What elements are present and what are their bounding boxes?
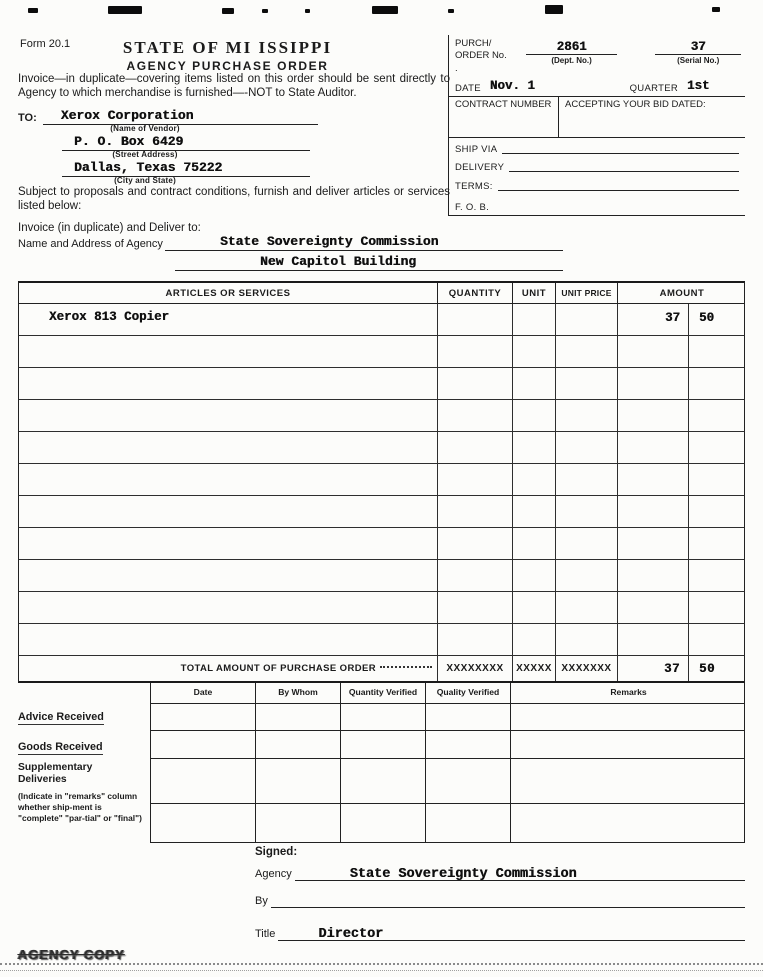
purchase-order-box [448, 35, 745, 216]
supplementary-deliveries-label: Supplementary Deliveries [18, 762, 93, 785]
vendor-name-row [18, 106, 318, 125]
scan-artifact-mark [545, 5, 563, 14]
item-amount-cents-cell [689, 304, 746, 335]
table-row [151, 704, 745, 731]
ship-via-label: SHIP VIA [455, 144, 498, 156]
signature-by-field [271, 907, 745, 908]
serial-number-caption: (Serial No.) [677, 56, 720, 65]
signature-title-row [255, 922, 745, 941]
table-row [18, 592, 745, 624]
total-unit-cell: XXXXX [513, 656, 556, 681]
scan-artifact-mark [28, 8, 38, 13]
signature-title-value: Director [318, 927, 384, 942]
date-label: DATE [455, 82, 481, 94]
vendor-street-field [62, 132, 310, 151]
total-amount-dollars: 37 [663, 661, 680, 676]
table-row [151, 759, 745, 804]
date-field [486, 79, 628, 93]
perforation-dots [0, 963, 763, 965]
signature-agency-row [255, 862, 745, 881]
quarter-field [683, 79, 739, 93]
col-header-quality-verified: Quality Verified [426, 683, 511, 703]
vendor-city-value: Dallas, Texas 75222 [74, 160, 223, 175]
delivery-field [509, 171, 739, 172]
total-label-cell [19, 656, 438, 681]
form-number: Form 20.1 [20, 38, 71, 50]
order-number-label [455, 38, 512, 75]
quarter-label: QUARTER [629, 82, 678, 94]
delivery-row [449, 157, 745, 175]
item-amount-cents: 50 [699, 311, 715, 325]
vendor-name-value: Xerox Corporation [60, 108, 194, 123]
scan-artifact-mark [305, 9, 310, 13]
agency-address-field [175, 252, 563, 271]
goods-received-label: Goods Received [18, 741, 103, 753]
perforation-dots [0, 970, 763, 971]
item-description: Xerox 813 Copier [49, 310, 170, 324]
to-label: TO: [18, 112, 37, 124]
vendor-city-field [62, 158, 310, 177]
scan-artifact-mark [108, 6, 142, 14]
accepting-bid-cell: ACCEPTING YOUR BID DATED: [565, 98, 706, 110]
items-table [18, 281, 745, 683]
table-row [18, 432, 745, 464]
invoice-deliver-label: Invoice (in duplicate) and Deliver to: [18, 222, 201, 234]
dept-number-value: 2861 [526, 40, 618, 55]
table-row [18, 464, 745, 496]
col-header-remarks: Remarks [610, 687, 647, 698]
agency-name-field [165, 232, 563, 251]
form-title-block [100, 38, 355, 73]
agency-copy-stamp: AGENCY COPY [17, 947, 126, 962]
scan-artifact-mark [372, 6, 398, 14]
signature-title-field [278, 922, 745, 941]
scan-artifact-mark [448, 9, 454, 13]
ship-via-row [449, 138, 745, 157]
serial-number-value: 37 [655, 40, 741, 55]
form-title: STATE OF MI ISSIPPI [122, 38, 333, 57]
total-amount-cents: 50 [699, 661, 716, 676]
col-header-articles: ARTICLES OR SERVICES [19, 283, 438, 303]
signature-title-label: Title [255, 928, 276, 940]
vendor-name-caption: (Name of Vendor) [110, 124, 180, 133]
fob-row [449, 194, 745, 215]
date-row [449, 79, 745, 97]
scan-artifact-mark [222, 8, 234, 14]
total-unit-price-cell: XXXXXXX [556, 656, 618, 681]
col-header-quantity-verified: Quantity Verified [341, 683, 426, 703]
vendor-street-caption: (Street Address) [112, 150, 178, 159]
form-subtitle: AGENCY PURCHASE ORDER [126, 59, 329, 73]
vendor-name-field [43, 106, 318, 125]
remarks-instruction-note: (Indicate in "remarks" column whether ship-ment is "complete" "par-tial" or "final") [18, 791, 142, 823]
subject-note: Subject to proposals and contract conditions, furnish and deliver articles or services listed below: [18, 186, 450, 213]
items-table-header [18, 281, 745, 304]
contract-number-cell: CONTRACT NUMBER [449, 97, 559, 138]
item-description-cell [19, 304, 438, 335]
item-quantity-cell [438, 304, 513, 335]
col-header-date: Date [151, 683, 256, 703]
signature-by-label: By [255, 895, 268, 907]
leader-dots [380, 666, 432, 668]
dept-number-caption: (Dept. No.) [551, 56, 592, 65]
agency-name-label: Name and Address of Agency [18, 238, 163, 250]
table-row [151, 731, 745, 759]
purch-label: PURCH/ [455, 38, 492, 49]
total-label: TOTAL AMOUNT OF PURCHASE ORDER [180, 663, 376, 674]
scan-artifact-mark [262, 9, 268, 13]
invoice-instruction-note: Invoice—in duplicate—covering items listed on this order should be sent directly to Agency to which merchandise is furnished—-NOT to State Auditor. [18, 73, 450, 100]
agency-address-value: New Capitol Building [260, 254, 417, 269]
quarter-value: 1st [687, 78, 710, 93]
date-value: Nov. 1 [489, 78, 535, 93]
total-amount-dollars-cell [618, 656, 689, 681]
table-row [18, 560, 745, 592]
signature-agency-value: State Sovereignty Commission [349, 867, 577, 882]
table-row [18, 624, 745, 656]
col-header-unit: UNIT [513, 283, 556, 303]
table-row [18, 400, 745, 432]
verification-table-header [151, 683, 745, 704]
contract-row [449, 97, 745, 139]
total-quantity-cell: XXXXXXXX [438, 656, 513, 681]
item-amount-dollars: 37 [664, 311, 680, 325]
serial-number-field [655, 40, 741, 65]
signature-agency-field [295, 862, 745, 881]
delivery-label: DELIVERY [455, 162, 505, 174]
advice-received-label: Advice Received [18, 711, 104, 723]
table-row [18, 336, 745, 368]
items-table-total-row [18, 656, 745, 683]
table-row [18, 496, 745, 528]
verification-table [150, 683, 745, 843]
item-unit-cell [513, 304, 556, 335]
col-header-amount: AMOUNT [659, 287, 705, 299]
item-amount-dollars-cell [618, 304, 689, 335]
terms-label: TERMS: [455, 181, 493, 193]
col-header-unit-price: UNIT PRICE [556, 283, 618, 303]
signature-agency-label: Agency [255, 868, 292, 880]
ship-via-field [502, 153, 739, 154]
col-header-by-whom: By Whom [256, 683, 341, 703]
vendor-city-caption: (City and State) [114, 176, 176, 185]
vendor-street-value: P. O. Box 6429 [74, 134, 184, 149]
signed-label: Signed: [255, 846, 298, 858]
item-unit-price-cell [556, 304, 618, 335]
dept-number-field [526, 40, 618, 65]
signature-by-row [255, 895, 745, 908]
order-number-row [449, 35, 745, 79]
scan-artifact-mark [712, 7, 720, 12]
order-no-label: ORDER No. . [455, 50, 507, 74]
table-row [18, 368, 745, 400]
terms-field [498, 190, 739, 191]
agency-name-value: State Sovereignty Commission [219, 234, 439, 249]
total-amount-cents-cell [689, 656, 746, 681]
table-row [151, 804, 745, 843]
terms-row [449, 175, 745, 194]
table-row [18, 304, 745, 336]
table-row [18, 528, 745, 560]
col-header-quantity: QUANTITY [438, 283, 513, 303]
fob-label: F. O. B. [455, 201, 490, 213]
agency-name-row [18, 232, 563, 251]
